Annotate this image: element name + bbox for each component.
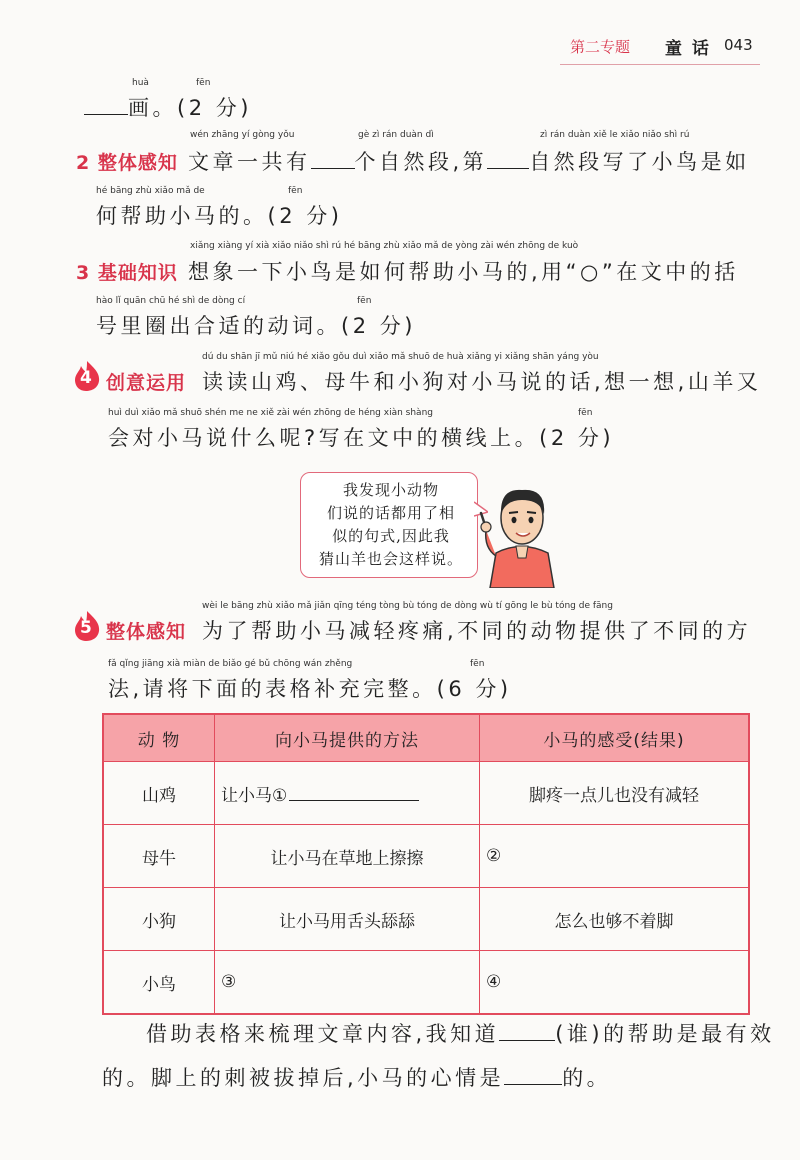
- speech-bubble: [300, 472, 478, 578]
- q2-line2: 何帮助小马的。(2 分): [96, 204, 343, 228]
- q1-tail-text: 画。(2 分): [128, 96, 252, 120]
- animal-cell: 小鸟: [103, 951, 215, 1015]
- q5-number: 5: [80, 618, 92, 638]
- summary-line1a: 借助表格来梳理文章内容,我知道: [146, 1022, 500, 1046]
- table-row: [103, 762, 749, 825]
- pinyin: fēn: [578, 408, 593, 418]
- method-cell[interactable]: [215, 762, 480, 825]
- speech-line: 我发现小动物: [342, 481, 439, 499]
- feeling-cell: 脚疼一点儿也没有减轻: [480, 762, 750, 825]
- pinyin: xiǎng xiàng yí xià xiǎo niǎo shì rú hé bāng zhù xiǎo mǎ de yòng zài wén zhōng de kuò: [190, 241, 579, 251]
- header-section: 第二专题: [570, 38, 631, 56]
- q2-line1b: 个自然段,第: [354, 150, 488, 174]
- column-header: 小马的感受(结果): [480, 714, 750, 762]
- q4-line2: 会对小马说什么呢?写在文中的横线上。(2 分): [108, 426, 615, 450]
- q4-line1: 读读山鸡、母牛和小狗对小马说的话,想一想,山羊又: [202, 370, 762, 394]
- answer-blank[interactable]: [499, 1039, 555, 1041]
- table-row: [103, 888, 749, 951]
- pinyin: fēn: [196, 78, 211, 88]
- pinyin: dú du shān jī mǔ niú hé xiǎo gǒu duì xiǎo mǎ shuō de huà xiǎng yi xiǎng shān yáng yòu: [202, 352, 599, 362]
- summary-line2b: 的。: [562, 1066, 612, 1090]
- q1-tail-line: [84, 92, 252, 122]
- speech-line: 似的句式,因此我: [332, 527, 450, 545]
- pinyin: huì duì xiǎo mǎ shuō shén me ne xiě zài wén zhōng de héng xiàn shàng: [108, 408, 433, 418]
- pinyin: fēn: [357, 296, 372, 306]
- q5-line2: 法,请将下面的表格补充完整。(6 分): [108, 677, 512, 701]
- table-row: [103, 951, 749, 1015]
- pinyin: zì rán duàn xiě le xiǎo niǎo shì rú: [540, 130, 690, 140]
- speech-text: [311, 479, 471, 571]
- table-row: [103, 825, 749, 888]
- animal-cell: 山鸡: [103, 762, 215, 825]
- page-header: [560, 30, 760, 65]
- q2-line1a: 文章一共有: [188, 150, 311, 174]
- answer-blank[interactable]: [311, 167, 355, 169]
- q3-label: 3 基础知识: [76, 262, 178, 284]
- pinyin: fǎ qǐng jiāng xià miàn de biǎo gé bǔ chōng wán zhěng: [108, 659, 353, 669]
- speech-line: 猜山羊也会这样说。: [318, 550, 463, 568]
- q4-label: 创意运用: [106, 372, 187, 394]
- pinyin: wèi le bāng zhù xiǎo mǎ jiǎn qīng téng tòng bù tóng de dòng wù tí gōng le bù tóng de fāng: [202, 601, 613, 611]
- q3-line2: 号里圈出合适的动词。(2 分): [96, 314, 416, 338]
- animal-cell: 母牛: [103, 825, 215, 888]
- pinyin: fēn: [470, 659, 485, 669]
- q3-line1: 想象一下小鸟是如何帮助小马的,用“○”在文中的括: [188, 260, 739, 284]
- method-cell[interactable]: ③: [215, 951, 480, 1015]
- feeling-cell[interactable]: ②: [480, 825, 750, 888]
- answer-table: [102, 713, 750, 1015]
- method-text: 让小马①: [221, 785, 288, 806]
- answer-blank[interactable]: [289, 799, 419, 801]
- answer-blank[interactable]: [487, 167, 529, 169]
- feeling-cell[interactable]: ④: [480, 951, 750, 1015]
- feeling-cell: 怎么也够不着脚: [480, 888, 750, 951]
- method-cell: 让小马用舌头舔舔: [215, 888, 480, 951]
- pinyin: hé bāng zhù xiǎo mǎ de: [96, 186, 205, 196]
- q4-number: 4: [80, 368, 92, 388]
- summary-line2: [102, 1062, 611, 1092]
- column-header: 向小马提供的方法: [215, 714, 480, 762]
- boy-illustration: [476, 478, 566, 588]
- pinyin: gè zì rán duàn dì: [358, 130, 434, 140]
- answer-blank[interactable]: [504, 1083, 562, 1085]
- q2-line1c: 自然段写了小鸟是如: [529, 150, 750, 174]
- table-header-row: [103, 714, 749, 762]
- header-title: 童 话: [665, 39, 711, 59]
- pinyin: huà: [132, 78, 149, 88]
- summary-line2a: 的。脚上的刺被拔掉后,小马的心情是: [102, 1066, 505, 1090]
- summary-line1: [146, 1018, 775, 1048]
- method-cell: 让小马在草地上擦擦: [215, 825, 480, 888]
- page-number: 043: [724, 36, 753, 54]
- pinyin: fēn: [288, 186, 303, 196]
- pinyin: wén zhāng yí gòng yǒu: [190, 130, 295, 140]
- pinyin: hào lǐ quān chū hé shì de dòng cí: [96, 296, 246, 306]
- q2-line1: [188, 146, 750, 176]
- answer-blank[interactable]: [84, 113, 128, 115]
- animal-cell: 小狗: [103, 888, 215, 951]
- q5-line1: 为了帮助小马减轻疼痛,不同的动物提供了不同的方: [202, 619, 752, 643]
- summary-line1b: (谁)的帮助是最有效: [555, 1022, 775, 1046]
- q5-label: 整体感知: [106, 621, 187, 643]
- speech-line: 们说的话都用了相: [326, 504, 455, 522]
- column-header: 动 物: [103, 714, 215, 762]
- q2-label: 2 整体感知: [76, 152, 178, 174]
